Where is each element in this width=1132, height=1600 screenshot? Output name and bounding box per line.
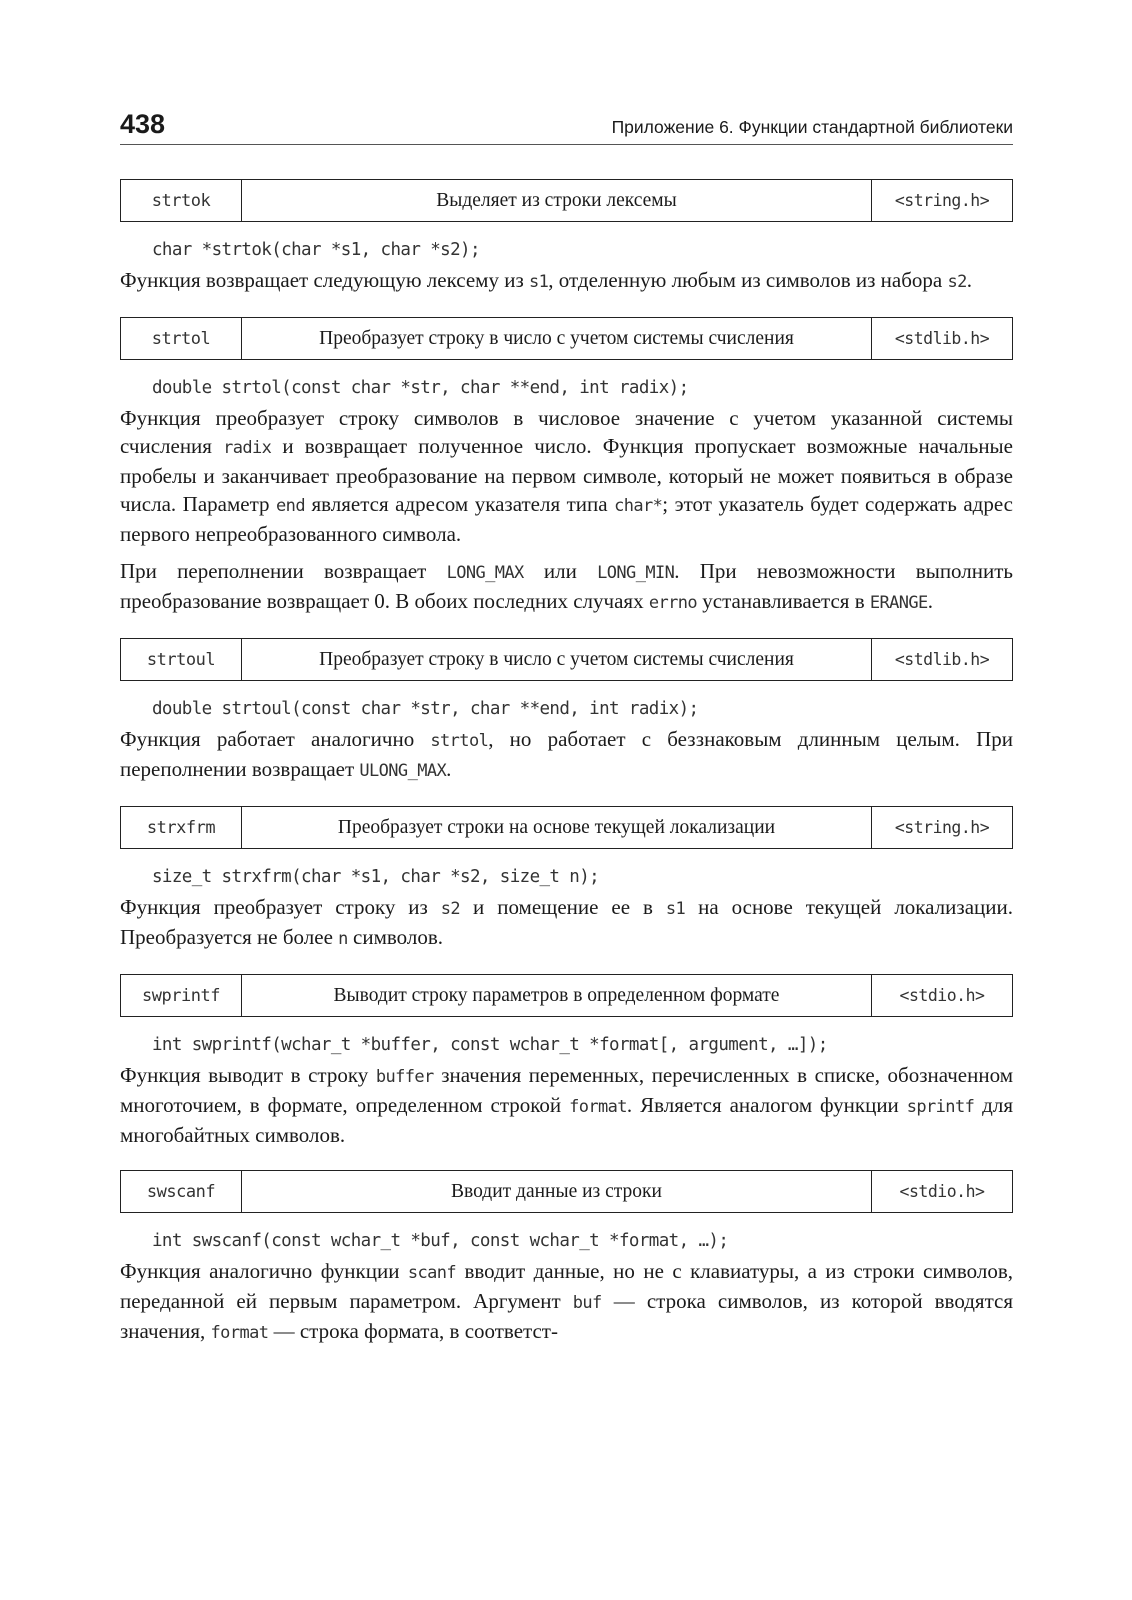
function-name: strtol: [121, 318, 242, 359]
inline-code: n: [338, 929, 348, 949]
function-name: swscanf: [121, 1171, 242, 1212]
function-description-paragraph: [120, 557, 1013, 617]
function-reference-list: [120, 179, 1013, 1347]
function-entry-strtol: [120, 317, 1013, 617]
function-entry-swscanf: [120, 1170, 1013, 1347]
function-signature: int swscanf(const wchar_t *buf, const wchar_t *format, …);: [152, 1231, 729, 1251]
text-run: Функция работает аналогично: [120, 727, 431, 751]
text-run: Функция выводит в строку: [120, 1063, 376, 1087]
inline-code: s2: [440, 899, 461, 919]
inline-code: s1: [529, 272, 549, 292]
page-number: 438: [120, 109, 166, 139]
function-summary-box: [120, 179, 1013, 222]
function-header-file: <stdio.h>: [899, 1182, 985, 1201]
text-run: .: [446, 757, 452, 781]
function-signature: double strtoul(const char *str, char **end, int radix);: [152, 699, 699, 719]
inline-code: end: [276, 496, 305, 516]
function-summary-box: [120, 974, 1013, 1017]
text-run: ; этот указатель будет содержать адрес первого непреобразованного символа.: [120, 492, 1013, 546]
function-description: Преобразует строку в число с учетом системы счисления: [242, 639, 872, 680]
inline-code: scanf: [407, 1263, 457, 1283]
function-description-paragraph: [120, 266, 1013, 296]
function-description-paragraph: [120, 1061, 1013, 1149]
text-run: для многобайтных символов.: [120, 1093, 1013, 1147]
function-entry-strtok: [120, 179, 1013, 296]
text-run: и помещение ее в: [460, 895, 666, 919]
function-entry-strtoul: [120, 638, 1013, 785]
text-run: Функция аналогично функции: [120, 1259, 408, 1283]
inline-code: format: [210, 1323, 269, 1343]
function-summary-box: [120, 638, 1013, 681]
running-title: Приложение 6. Функции стандартной библиотеки: [611, 117, 1013, 137]
text-run: устанавливается в: [697, 589, 870, 613]
function-name: strtok: [121, 180, 242, 221]
inline-code: ERANGE: [869, 593, 928, 613]
text-run: значения переменных, перечисленных в списке, обозначенном многоточием, в формате, определенном строкой: [120, 1063, 1013, 1117]
text-run: При переполнении возвращает: [120, 559, 447, 583]
text-run: — строка формата, в соответст-: [268, 1319, 558, 1343]
function-description: Преобразует строки на основе текущей локализации: [242, 807, 872, 848]
function-description: Выводит строку параметров в определенном формате: [242, 975, 872, 1016]
inline-code: LONG_MIN: [597, 563, 675, 583]
function-description-paragraph: [120, 1257, 1013, 1347]
inline-code: sprintf: [906, 1097, 975, 1117]
function-description-paragraph: [120, 404, 1013, 548]
function-description-paragraph: [120, 893, 1013, 953]
function-summary-box: [120, 1170, 1013, 1213]
function-signature: int swprintf(wchar_t *buffer, const wchar_t *format[, argument, …]);: [152, 1035, 828, 1055]
inline-code: strtol: [430, 731, 489, 751]
function-header-file: <stdio.h>: [899, 986, 985, 1005]
function-description: Вводит данные из строки: [242, 1171, 872, 1212]
function-entry-swprintf: [120, 974, 1013, 1149]
function-header-file: <string.h>: [894, 191, 990, 210]
function-description-paragraph: [120, 725, 1013, 785]
text-run: является адресом указателя типа: [304, 492, 615, 516]
text-run: или: [523, 559, 598, 583]
page-header: [120, 110, 1013, 145]
text-run: на основе текущей локализации. Преобразуется не более: [120, 895, 1013, 949]
function-summary-box: [120, 317, 1013, 360]
function-description: Преобразует строку в число с учетом системы счисления: [242, 318, 872, 359]
inline-code: buffer: [375, 1067, 434, 1087]
function-signature: double strtol(const char *str, char **end, int radix);: [152, 378, 689, 398]
function-header-file: <stdlib.h>: [894, 650, 990, 669]
text-run: . Является аналогом функции: [626, 1093, 907, 1117]
inline-code: ULONG_MAX: [359, 761, 447, 781]
function-name: strtoul: [121, 639, 242, 680]
function-signature: size_t strxfrm(char *s1, char *s2, size_t n);: [152, 867, 600, 887]
text-run: .: [927, 589, 933, 613]
function-name: swprintf: [121, 975, 242, 1016]
inline-code: char*: [614, 496, 663, 516]
function-description: Выделяет из строки лексемы: [242, 180, 872, 221]
text-run: Функция возвращает следующую лексему из: [120, 268, 529, 292]
function-signature: char *strtok(char *s1, char *s2);: [152, 240, 480, 260]
text-run: . При невозможности выполнить преобразование возвращает 0. В обоих последних случаях: [120, 559, 1013, 613]
text-run: — строка символов, из которой вводятся значения,: [120, 1289, 1013, 1343]
inline-code: radix: [223, 438, 272, 458]
text-run: Функция преобразует строку из: [120, 895, 441, 919]
inline-code: buf: [572, 1293, 602, 1313]
function-header-file: <stdlib.h>: [894, 329, 990, 348]
function-name: strxfrm: [121, 807, 242, 848]
text-run: символов.: [347, 925, 444, 949]
book-page: [120, 110, 1013, 1347]
inline-code: LONG_MAX: [446, 563, 524, 583]
function-summary-box: [120, 806, 1013, 849]
text-run: и возвращает полученное число. Функция пропускает возможные начальные пробелы и заканчивает преобразование на первом символе, который не может появиться в образе числа. Параметр: [120, 434, 1013, 516]
text-run: , отделенную любым из символов из набора: [548, 268, 948, 292]
text-run: .: [966, 268, 973, 292]
inline-code: s2: [947, 272, 967, 292]
text-run: , но работает с беззнаковым длинным целым. При переполнении возвращает: [120, 727, 1014, 781]
text-run: Функция преобразует строку символов в числовое значение с учетом указанной системы счисления: [120, 406, 1013, 458]
function-entry-strxfrm: [120, 806, 1013, 953]
text-run: вводит данные, но не с клавиатуры, а из строки символов, переданной ей первым параметром. Аргумент: [120, 1259, 1013, 1313]
inline-code: format: [569, 1097, 627, 1117]
inline-code: s1: [665, 899, 686, 919]
function-header-file: <string.h>: [894, 818, 990, 837]
inline-code: errno: [648, 593, 698, 613]
